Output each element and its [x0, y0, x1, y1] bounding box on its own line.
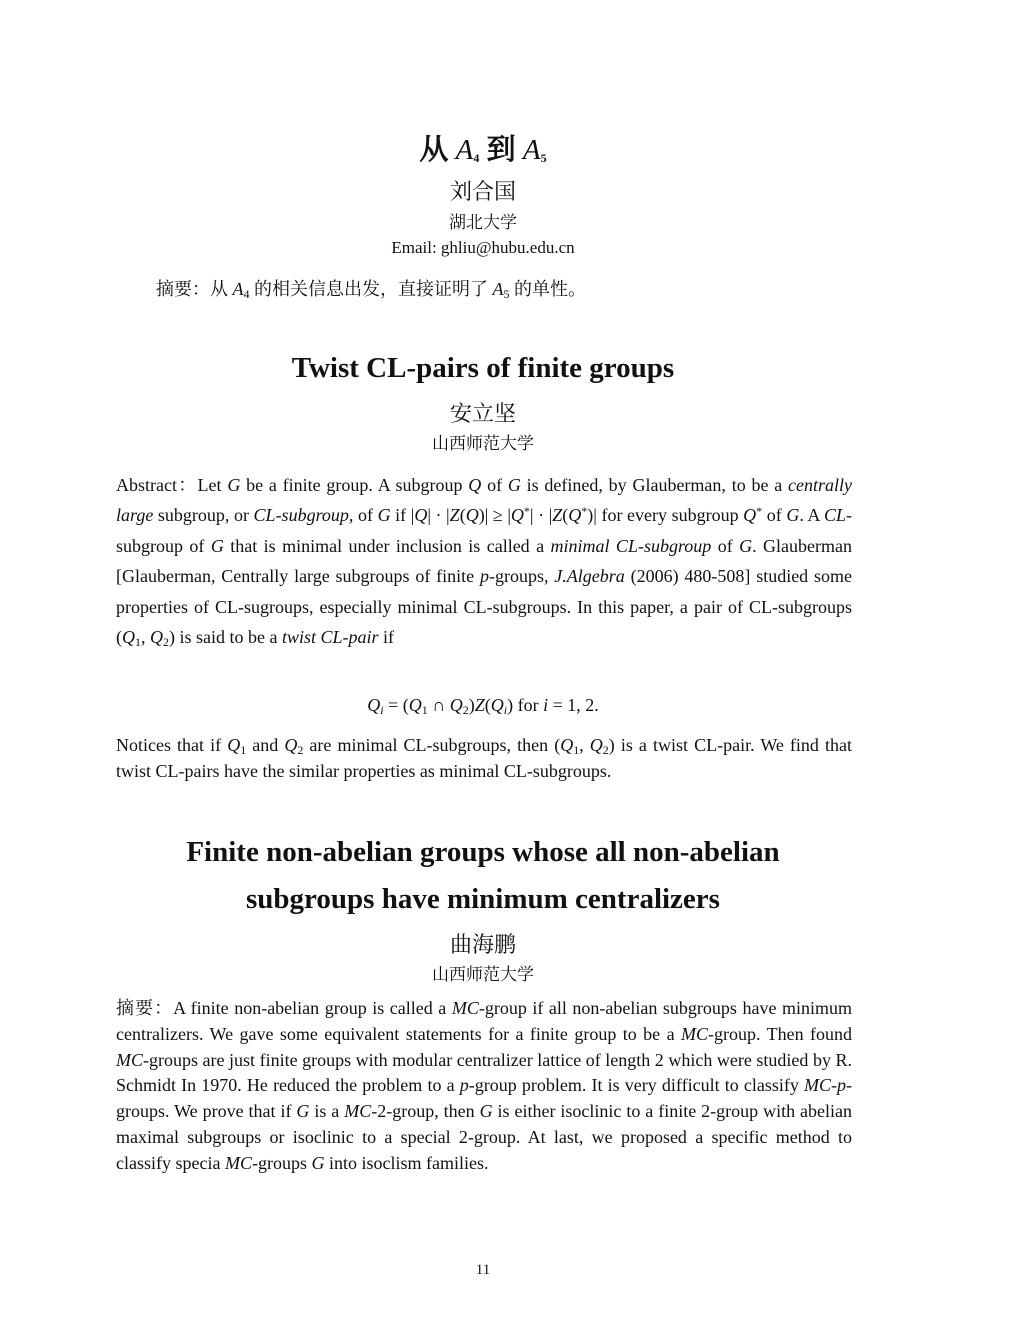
paper2-affiliation: 山西师范大学 — [432, 434, 534, 453]
paper2-closing: Notices that if $Q_1$ and $Q_2$ are minimal CL-subgroups, then ($Q_1$, $Q_2$) is a twist CL-pair. We find that twist CL-pairs have the similar properties as minimal CL-subgroups. — [116, 735, 852, 781]
paper2-abstract: Abstract：Let G be a finite group. A subgroup Q of G is defined, by Glauberman, to be a centrally large subgroup, or CL-subgroup, of G if |Q| · |Z(Q)| ≥ |Q*| · |Z(Q*)| for every subgroup Q* of G. A CL-subgroup of G that is minimal under inclusion is called a minimal CL-subgroup of G. Glauberman [Glauberman, Centrally large subgroups of finite p-groups, J.Algebra (2006) 480-508] studied some properties of CL-sugroups, especially minimal CL-subgroups. In this paper, a pair of CL-subgroups ($Q_1$, $Q_2$) is said to be a twist CL-pair if — [116, 475, 853, 650]
paper1-author: 刘合国 — [449, 179, 516, 204]
paper3-title-line2: subgroups have minimum centralizers — [246, 883, 720, 915]
page-number: 11 — [475, 1262, 491, 1278]
paper3-affiliation: 山西师范大学 — [432, 965, 534, 984]
paper1-title: 从 $A_4$ 到 $A_5$ — [419, 134, 547, 166]
paper2-equation: $Q_i = (Q_1$ ∩ $Q_2)Z(Q_i)$ for i = 1, 2. — [367, 695, 599, 717]
paper1-email: Email: ghliu@hubu.edu.cn — [391, 238, 575, 257]
paper3-abstract: 摘要：A finite non-abelian group is called a MC-group if all non-abelian subgroups have minimum centralizers. We gave some equivalent statements for a finite group to be a MC-group. Then found MC-groups are just finite groups with modular centralizer lattice of length 2 which were studied by R. Schmidt In 1970. He reduced the problem to a p-group problem. It is very difficult to classify MC-p-groups. We prove that if G is a MC-2-group, then G is either isoclinic to a finite 2-group with abelian maximal subgroups or isoclinic to a special 2-group. At last, we proposed a specific method to classify specia MC-groups G into isoclism families. — [116, 998, 852, 1173]
paper1-abstract: 摘要：从 $A_4$ 的相关信息出发，直接证明了 $A_5$ 的单性。 — [156, 279, 586, 301]
paper2-title: Twist CL-pairs of finite groups — [291, 352, 675, 384]
paper3-title-line1: Finite non-abelian groups whose all non-abelian — [186, 836, 780, 868]
paper2-author: 安立坚 — [449, 401, 516, 426]
paper3-author: 曲海鹏 — [449, 932, 516, 957]
paper1-affiliation: 湖北大学 — [449, 213, 517, 232]
